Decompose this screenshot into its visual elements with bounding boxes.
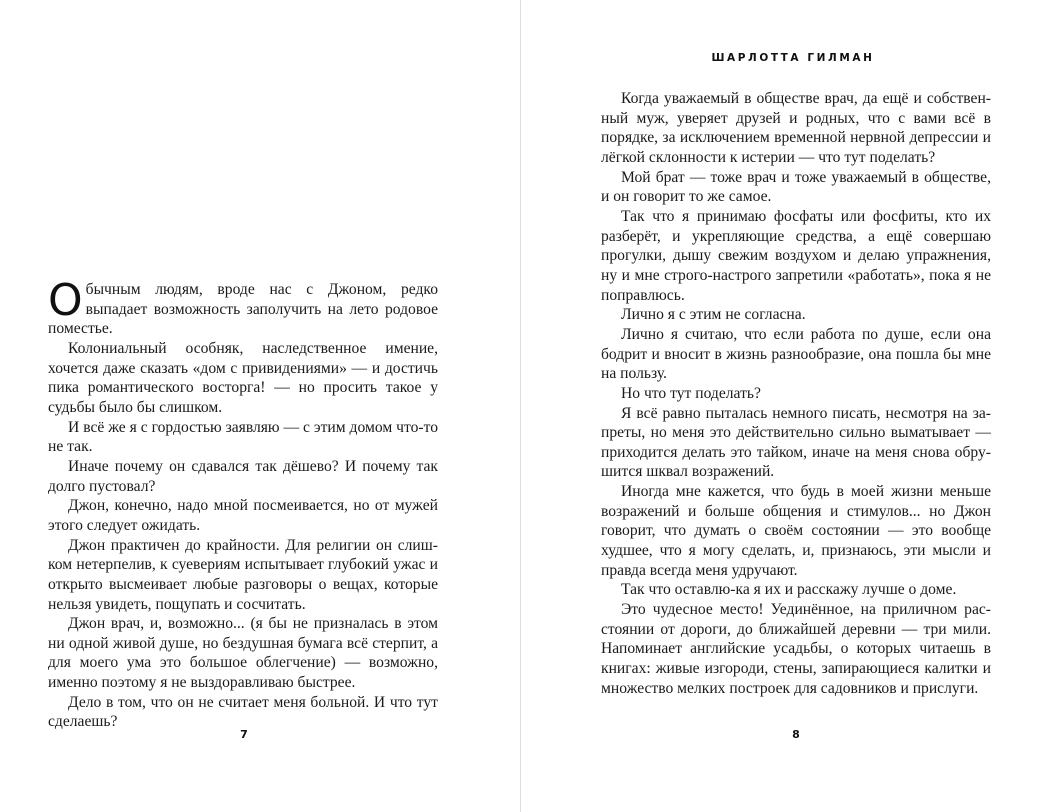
paragraph: Так что я принимаю фосфаты или фосфиты, кто их разберёт, и укрепляющие средства, а ещё совершаю прогулки, дышу свежим воздухом и делаю упражнения, ну и мне строго-настрого запретили «работать», пока я не поправлюсь. [601,207,991,304]
opening-paragraph-text: бычным людям, вроде нас с Джоном, редко выпадает возможность заполучить на лето родовое поместье. [48,281,438,338]
paragraph: Это чудесное место! Уединённое, на приличном расстоянии от дороги, до ближайшей деревни — три мили. Напоминает английские усадьбы, о которых читаешь в книгах: живые изгороди, стены, запирающиеся калитки и множество мелких построек для садовников и прислуги. [601,601,991,697]
page-number: 7 [240,728,248,741]
paragraph: Дело в том, что он не считает меня больной. И что тут сделаешь? [48,693,438,731]
paragraph: Лично я считаю, что если работа по душе, если она бодрит и вносит в жизнь разнообразие, она пошла бы мне на пользу. [601,325,991,383]
right-page-text [601,89,991,698]
page-number: 8 [792,728,800,741]
paragraph: Так что оставлю-ка я их и расскажу лучше о доме. [621,581,957,599]
paragraph: Колониальный особняк, наследственное имение, хочется даже сказать «дом с привидениями» — и достичь пика романтического восторга! — но просить такое у судьбы было бы слишком. [48,339,438,416]
paragraph: Когда уважаемый в обществе врач, да ещё и собственный муж, уверяет друзей и родных, что с вами всё в порядке, за исключением временной нервной депрессии и лёгкой склонности к истерии — что тут поделать? [601,90,991,166]
paragraph: Лично я с этим не согласна. [621,306,806,324]
paragraph: Но что тут поделать? [621,384,761,402]
paragraph: Джон, конечно, надо мной посмеивается, но от мужей этого следует ожидать. [48,497,438,534]
left-page-text [48,275,438,732]
running-head: ШАРЛОТТА ГИЛМАН [711,52,875,64]
left-page [0,0,520,812]
paragraph: Иногда мне кажется, что будь в моей жизни меньше возражений и больше общения и стимулов... но Джон говорит, что думать о своём состоянии — это вообще худшее, что я могу сделать, и, признаюсь, эти мысли и правда всегда меня удручают. [601,483,991,579]
opening-paragraph [48,275,438,339]
paragraph: И всё же я с гордостью заявляю — с этим домом что-то не так. [48,418,438,456]
right-page [521,0,1043,812]
paragraph: Джон практичен до крайности. Для религии он слишком нетерпелив, к суевериям испытывает глубокий ужас и открыто высмеивает любые разговоры о вещах, которые нельзя увидеть, пощупать и сосчитать. [48,536,438,613]
paragraph: Я всё равно пыталась немного писать, несмотря на запреты, но меня это действительно сильно выматывает — приходится делать это тайком, иначе на меня снова обрушится шквал возражений. [601,404,991,481]
drop-cap: О [48,275,83,326]
paragraph: Джон врач, и, возможно... (я бы не призналась в этом ни одной живой душе, но бездушная бумага всё стерпит, а для моего ума это большое облегчение) — возможно, именно поэтому я не выздоравливаю быстрее. [48,615,438,692]
paragraph: Мой брат — тоже врач и тоже уважаемый в обществе, и он говорит то же самое. [601,168,991,206]
paragraph: Иначе почему он сдавался так дёшево? И почему так долго пустовал? [48,457,438,495]
